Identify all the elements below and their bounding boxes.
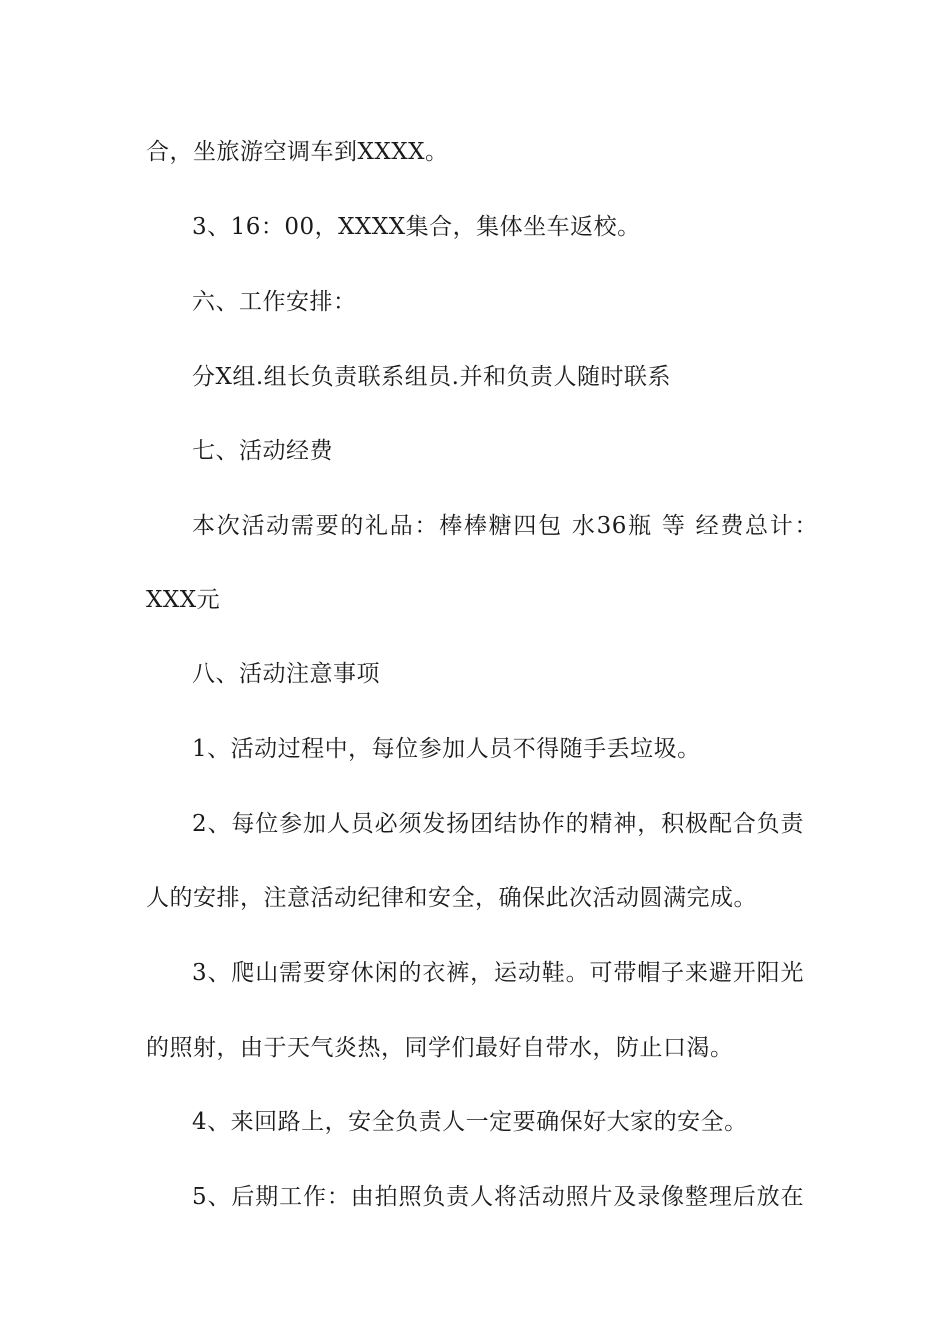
section-heading-work-arrangement: 六、工作安排： [192,289,357,315]
text-line-gifts: 本次活动需要的礼品：棒棒糖四包 水36瓶 等 经费总计： [192,513,818,539]
note-item-3-continuation: 的照射，由于天气炎热，同学们最好自带水，防止口渴。 [146,1035,734,1061]
text-line-continuation: 合，坐旅游空调车到XXXX。 [146,139,449,165]
text-line-total: XXX元 [146,587,221,613]
section-heading-notes: 八、活动注意事项 [192,661,380,687]
note-item-2-continuation: 人的安排，注意活动纪律和安全，确保此次活动圆满完成。 [146,885,757,911]
note-item-3: 3、爬山需要穿休闲的衣裤，运动鞋。可带帽子来避开阳光 [192,960,804,986]
note-item-5: 5、后期工作：由拍照负责人将活动照片及录像整理后放在 [192,1184,804,1210]
text-line-return-time: 3、16：00，XXXX集合，集体坐车返校。 [192,214,641,240]
note-item-4: 4、来回路上，安全负责人一定要确保好大家的安全。 [192,1109,748,1135]
note-item-2: 2、每位参加人员必须发扬团结协作的精神，积极配合负责 [192,811,804,837]
text-line-groups: 分X组.组长负责联系组员.并和负责人随时联系 [192,364,671,390]
note-item-1: 1、活动过程中，每位参加人员不得随手丢垃圾。 [192,736,701,762]
section-heading-budget: 七、活动经费 [192,438,333,464]
